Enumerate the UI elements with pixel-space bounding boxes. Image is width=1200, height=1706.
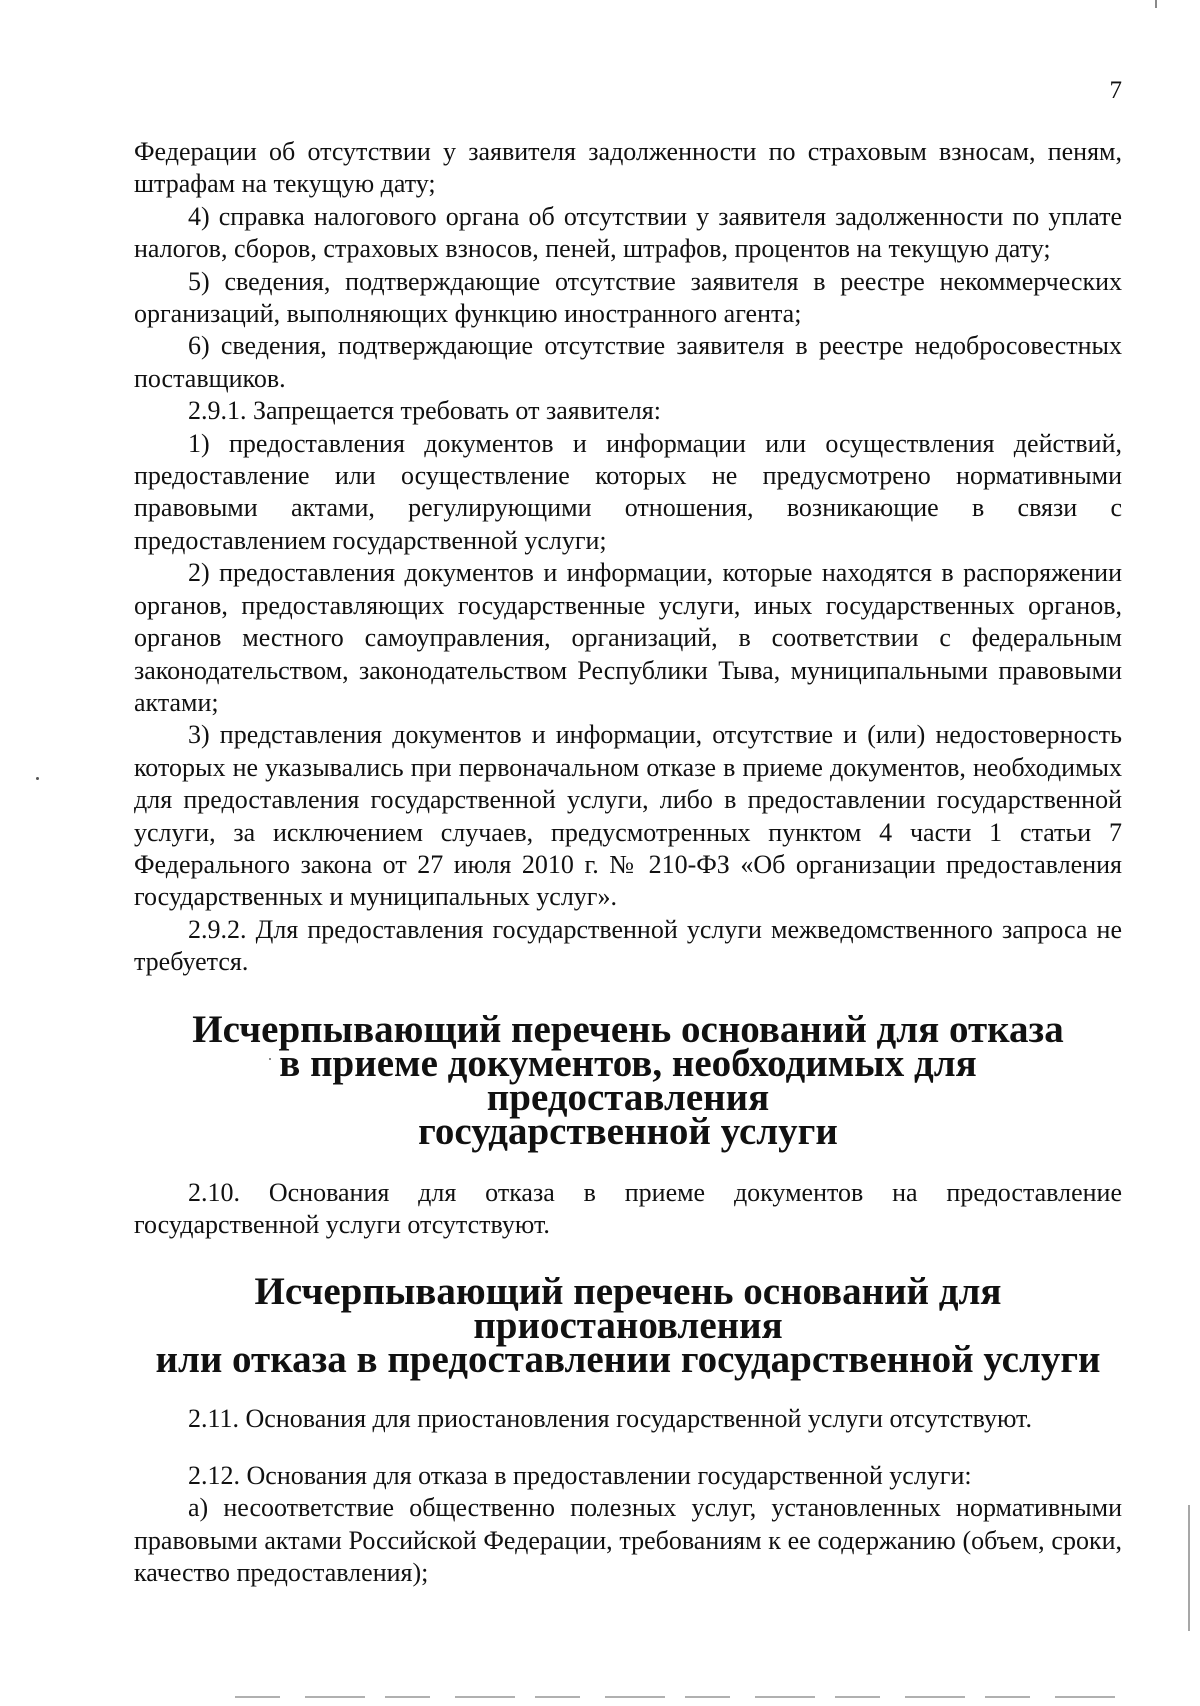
section-title-line: Исчерпывающий перечень оснований для приостановления [254, 1270, 1002, 1348]
section-title-suspension-refusal [134, 1270, 1122, 1382]
paragraph-foreign-agent-registry: 5) сведения, подтверждающие отсутствие заявителя в реестре некоммерческих организаций, выполняющих функцию иностранного агента; [134, 266, 1122, 329]
section-title-line: в приеме документов, необходимых для предоставления [279, 1041, 977, 1119]
spacer [134, 1436, 1122, 1460]
paragraph-item-a: а) несоответствие общественно полезных услуг, установленных нормативными правовыми актами Российской Федерации, требованиям к ее содержанию (объем, сроки, качество предоставления); [134, 1493, 1122, 1587]
spacer [134, 1149, 1122, 1177]
paragraph-2-9-1: 2.9.1. Запрещается требовать от заявителя: [188, 396, 661, 426]
paragraph-2-9-2: 2.9.2. Для предоставления государственной услуги межведомственного запроса не требуется. [134, 914, 1122, 977]
scan-bottom-line [235, 1696, 1130, 1698]
spacer [134, 1377, 1122, 1403]
section-title-line: Исчерпывающий перечень оснований для отказа [192, 1007, 1064, 1051]
document-content [134, 136, 1122, 1589]
scan-edge-mark [1188, 1505, 1190, 1631]
paragraph-item-3: 3) представления документов и информации, отсутствие и (или) недостоверность которых не указывались при первоначальном отказе в приеме документов, необходимых для предоставления государственной услуги, либо в предоставлении государственной услуги, за исключением случаев, предусмотренных пунктом 4 части 1 статьи 7 Федерального закона от 27 июля 2010 г. № 210-ФЗ «Об организации предоставления государственных и муниципальных услуг». [134, 720, 1122, 912]
page-number: 7 [1109, 77, 1122, 104]
paragraph-federation-debt: Федерации об отсутствии у заявителя задолженности по страховым взносам, пеням, штрафам на текущую дату; [134, 137, 1122, 199]
paragraph-2-11: 2.11. Основания для приостановления государственной услуги отсутствуют. [188, 1404, 1032, 1434]
paragraph-2-10: 2.10. Основания для отказа в приеме документов на предоставление государственной услуги отсутствуют. [134, 1177, 1122, 1239]
paragraph-tax-certificate: 4) справка налогового органа об отсутствии у заявителя задолженности по уплате налогов, сборов, страховых взносов, пеней, штрафов, процентов на текущую дату; [134, 201, 1122, 264]
section-title-line: государственной услуги [418, 1109, 838, 1153]
section-title-line: или отказа в предоставлении государственной услуги [155, 1338, 1101, 1382]
scan-speck [36, 777, 39, 780]
paragraph-item-1: 1) предоставления документов и информации или осуществления действий, предоставление или осуществление которых не предусмотрено нормативными правовыми актами, регулирующими отношения, возникающие в связи с предоставлением государственной услуги; [134, 428, 1122, 555]
paragraph-unfair-suppliers-registry: 6) сведения, подтверждающие отсутствие заявителя в реестре недобросовестных поставщиков. [134, 331, 1122, 393]
paragraph-item-2: 2) предоставления документов и информации, которые находятся в распоряжении органов, предоставляющих государственные услуги, иных государственных органов, органов местного самоуправления, организаций, в соответствии с федеральным законодательством, законодательством Республики Тыва, муниципальными правовыми актами; [134, 558, 1122, 717]
paragraph-2-12: 2.12. Основания для отказа в предоставлении государственной услуги: [188, 1460, 972, 1490]
scan-edge-mark [1155, 0, 1157, 8]
section-title-refusal-documents [134, 1007, 1122, 1153]
